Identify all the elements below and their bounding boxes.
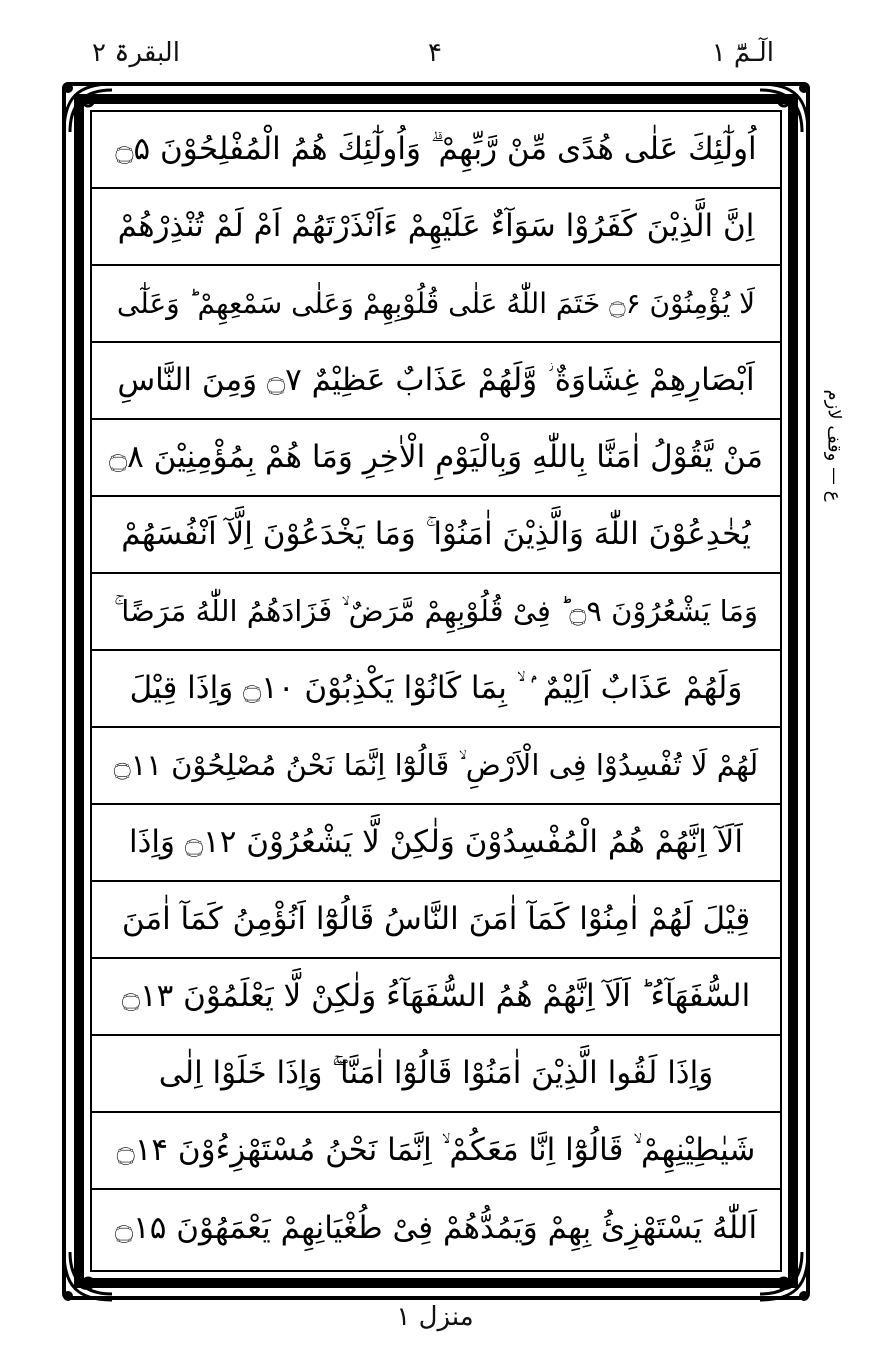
verse-text: اِنَّ الَّذِيْنَ كَفَرُوْا سَوَآءٌ عَلَيْهِمْ ءَاَنْذَرْتَهُمْ اَمْ لَمْ تُنْذِرْهُمْ bbox=[117, 208, 755, 244]
verse-text: اَللّٰهُ يَسْتَهْزِئُ بِهِمْ وَيَمُدُّهُمْ فِىْ طُغْيَانِهِمْ يَعْمَهُوْنَ ۝۱۵ bbox=[114, 1210, 758, 1246]
page-number: ۴ bbox=[428, 38, 442, 68]
verse-line bbox=[92, 189, 780, 266]
verse-lines bbox=[92, 112, 780, 1270]
verse-line bbox=[92, 1113, 780, 1190]
verse-text: اُولٰٓئِكَ عَلٰى هُدًى مِّنْ رَّبِّهِمْ ۗ وَاُولٰٓئِكَ هُمُ الْمُفْلِحُوْنَ ۝۵ bbox=[115, 131, 757, 167]
verse-line bbox=[92, 728, 780, 805]
verse-line bbox=[92, 805, 780, 882]
verse-line bbox=[92, 497, 780, 574]
verse-text: وَلَهُمْ عَذَابٌ اَلِيْمٌ ۢ ۙ بِمَا كَانُوْا يَكْذِبُوْنَ ۝۱۰ وَاِذَا قِيْلَ bbox=[129, 670, 743, 706]
footer-manzil: منزل ۱ bbox=[396, 1302, 474, 1332]
verse-text: وَاِذَا لَقُوا الَّذِيْنَ اٰمَنُوْا قَالُوْٓا اٰمَنَّا ۚۖ وَاِذَا خَلَوْا اِلٰى bbox=[158, 1055, 714, 1091]
verse-line bbox=[92, 574, 780, 651]
header-surah-para: الٓـمّٓ ۱ bbox=[711, 38, 774, 68]
verse-text: اَلَآ اِنَّهُمْ هُمُ الْمُفْسِدُوْنَ وَلٰكِنْ لَّا يَشْعُرُوْنَ ۝۱۲ وَاِذَا bbox=[129, 824, 743, 860]
verse-text: اَبْصَارِهِمْ غِشَاوَةٌ ؗ وَّلَهُمْ عَذَابٌ عَظِيْمٌ ۝۷ وَمِنَ النَّاسِ bbox=[117, 362, 755, 398]
verse-text: شَيٰطِيْنِهِمْ ۙ قَالُوْٓا اِنَّا مَعَكُمْ ۙ اِنَّمَا نَحْنُ مُسْتَهْزِءُوْنَ ۝۱۴ bbox=[116, 1132, 756, 1168]
verse-line bbox=[92, 651, 780, 728]
header-surah-name: البقرۃ ۲ bbox=[92, 38, 180, 68]
verse-line bbox=[92, 1036, 780, 1113]
verse-line bbox=[92, 343, 780, 420]
verse-text: وَمَا يَشْعُرُوْنَ ۝۹ ؕ فِىْ قُلُوْبِهِمْ مَّرَضٌ ۙ فَزَادَهُمُ اللّٰهُ مَرَضًا ۚ bbox=[114, 594, 758, 628]
verse-line bbox=[92, 1190, 780, 1267]
verse-text: مَنْ يَّقُوْلُ اٰمَنَّا بِاللّٰهِ وَبِالْيَوْمِ الْاٰخِرِ وَمَا هُمْ بِمُؤْمِنِيْنَ ۝۸ bbox=[108, 439, 764, 475]
verse-text: لَهُمْ لَا تُفْسِدُوْا فِى الْاَرْضِ ۙ قَالُوْٓا اِنَّمَا نَحْنُ مُصْلِحُوْنَ ۝۱۱ bbox=[113, 748, 759, 782]
verse-text: يُخٰدِعُوْنَ اللّٰهَ وَالَّذِيْنَ اٰمَنُوْا ۚ وَمَا يَخْدَعُوْنَ اِلَّآ اَنْفُسَهُمْ bbox=[121, 516, 751, 552]
verse-line bbox=[92, 882, 780, 959]
verse-line bbox=[92, 266, 780, 343]
verse-text: السُّفَهَآءُ ؕ اَلَآ اِنَّهُمْ هُمُ السُّفَهَآءُ وَلٰكِنْ لَّا يَعْلَمُوْنَ ۝۱۳ bbox=[121, 978, 751, 1014]
verse-line bbox=[92, 112, 780, 189]
verse-line bbox=[92, 959, 780, 1036]
verse-text: قِيْلَ لَهُمْ اٰمِنُوْا كَمَآ اٰمَنَ النَّاسُ قَالُوْٓا اَنُؤْمِنُ كَمَآ اٰمَنَ bbox=[121, 901, 751, 937]
margin-note-text: ع — وقف لازم bbox=[823, 389, 845, 501]
verse-line bbox=[92, 420, 780, 497]
verse-text: لَا يُؤْمِنُوْنَ ۝۶ خَتَمَ اللّٰهُ عَلٰى قُلُوْبِهِمْ وَعَلٰى سَمْعِهِمْ ؕ وَعَلٰٓى bbox=[116, 286, 756, 320]
margin-ruku-note bbox=[814, 340, 854, 550]
